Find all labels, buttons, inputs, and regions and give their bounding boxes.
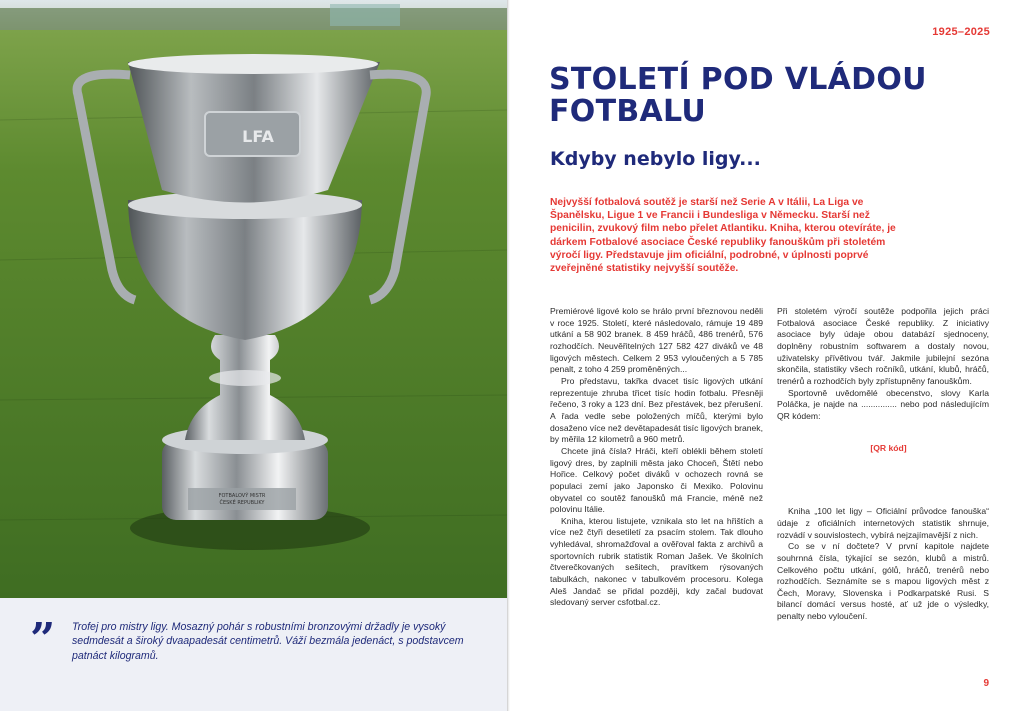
paragraph: Sportovně uvědomělé obecenstvo, slovy Karla Poláčka, je najde na ............... nebo pod následujícím QR kódem: xyxy=(777,387,989,421)
paragraph: Pro představu, takřka dvacet tisíc ligových utkání reprezentuje zhruba třicet tisíc hodin fotbalu. Přesněji řečeno, 3 roky a 123 dní. Bez přestávek, bez přerušení. A řada vedle sebe položených míčů, kterými bylo dosaženo více než devětapadesát tisíc ligových branek, by měřila 12 kilometrů a 960 metrů. xyxy=(550,375,763,445)
paragraph: Kniha „100 let ligy – Oficiální průvodce fanouška“ údaje z oficiálních internetových statistik shrnuje, rozvádí v souvislostech, vybírá nejzajímavější z nich. xyxy=(777,506,989,540)
paragraph: Při stoletém výročí soutěže podpořila jejich práci Fotbalová asociace České republiky. Z iniciativy asociace byly údaje obou databází sjednoceny, doplněny robustním softwarem a dostaly novou, uživatelsky přívětivou tvář. Jakmile jubilejní sezóna skončila, statistiky všech ročníků, utkání, klubů, hráčů, trenérů a rozhodčích byly zpřístupněny fanouškům. xyxy=(777,306,989,386)
svg-text:ČESKÉ REPUBLIKY: ČESKÉ REPUBLIKY xyxy=(219,500,265,506)
page-number: 9 xyxy=(983,678,989,689)
qr-code-placeholder[interactable]: [QR kód] xyxy=(870,442,907,453)
quote-box xyxy=(0,598,507,711)
paragraph: Kniha, kterou listujete, vznikala sto let na hřištích a více než čtyři desetiletí za psacím stolem. Tak dlouho vyhledával, shromažďoval a ověřoval fakta z archivů a sportovních rubrik statistik Roman Jašek. Ve školních čtverečkovaných sešitech, pravítkem rýsovaných tabulkách, nakonec v tabulkovém procesoru. Kolega Aleš Jandač se přidal později, kdy začal budovat sledovaný server csfotbal.cz. xyxy=(550,515,763,608)
year-range: 1925–2025 xyxy=(932,26,990,38)
paragraph: Premiérové ligové kolo se hrálo první březnovou neděli v roce 1925. Století, které následovalo, rámuje 19 489 utkání a 58 902 branek. 8 459 hráčů, 486 trenérů, 576 rozhodčích. Neuvěřitelných 127 582 427 diváků ve 48 ligových městech. Celkem 2 953 vyloučených a 5 785 penalt, z toho 4 259 proměněných... xyxy=(550,306,763,375)
paragraph: Chcete jiná čísla? Hráči, kteří oblékli během století ligový dres, by zaplnili města jako Choceň, Štětí nebo Hořice. Celkový počet diváků v ochozech rovná se populaci zemí jako Japonsko či Mexiko. Polovinu obyvatel co soutěž fanoušků má Francie, méně než polovinu Itálie. xyxy=(550,445,763,515)
article-title: STOLETÍ POD VLÁDOU FOTBALU xyxy=(549,62,927,129)
trophy-photo xyxy=(0,0,507,598)
quote-mark-icon: ” xyxy=(30,614,52,665)
text-column-2 xyxy=(777,306,989,623)
svg-text:FOTBALOVÝ MISTR: FOTBALOVÝ MISTR xyxy=(218,493,266,499)
text-column-1 xyxy=(550,306,763,609)
photo-caption-quote: Trofej pro mistry ligy. Mosazný pohár s robustními bronzovými držadly je vysoký sedmdesát a široký dvaapadesát centimetrů. Váží bezmála jedenáct, s podstavcem patnáct kilogramů. xyxy=(72,621,464,662)
left-page xyxy=(0,0,507,711)
article-lead: Nejvyšší fotbalová soutěž je starší než Serie A v Itálii, La Liga ve Španělsku, Ligue 1 ve Francii i Bundesliga v Německu. Starší než penicilin, zvukový film nebo přelet Atlantiku. Kniha, kterou otevíráte, je dárkem Fotbalové asociace České republiky fanouškům při stoletém výročí ligy. Představuje jim oficiální, podrobné, v úplnosti poprvé zveřejněné statistiky nejvyšší soutěže. xyxy=(550,197,896,275)
svg-text:LFA: LFA xyxy=(242,127,274,146)
paragraph: Co se v ní dočtete? V první kapitole najdete souhrnná čísla, týkající se sezón, klubů a mistrů. Celkového počtu utkání, gólů, hráčů, trenérů nebo rozhodčích. Seznámíte se s mapou ligových měst z Čech, Moravy, Slovenska i Podkarpatské Rusi. S bilancí domácí versus hosté, ať už jde o výsledky, penalty nebo vyloučení. xyxy=(777,541,989,622)
article-subtitle: Kdyby nebylo ligy... xyxy=(550,148,761,170)
right-page xyxy=(510,0,1019,711)
